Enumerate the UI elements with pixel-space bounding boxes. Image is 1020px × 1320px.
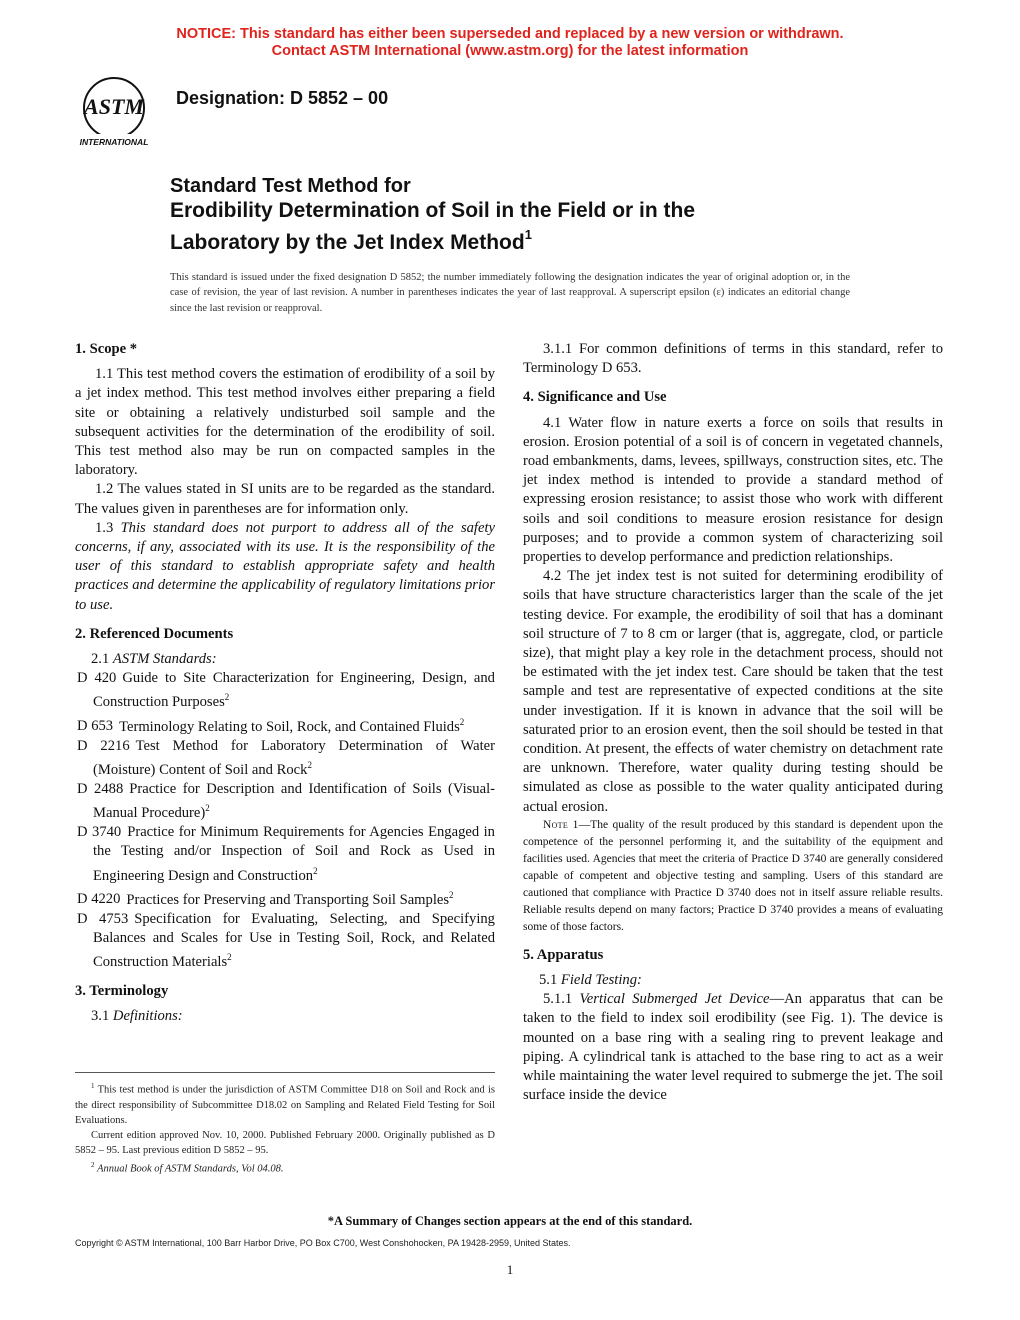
subsection-2-1-number: 2.1 [91,651,110,668]
reference-code: D 4220 [77,891,121,908]
reference-footnote-mark: 2 [313,865,318,876]
paragraph-5-1-1-text: —An apparatus that can be taken to the field to index soil erodibility (see Fig. 1). The device is mounted on a base ring with a sealing ring to prevent leakage and piping. A cylindrical tank is attached to the base ring to act as a weir while maintaining the water level required to submerge the jet. The soil surface inside the device [523,991,943,1104]
copyright: Copyright © ASTM International, 100 Barr Harbor Drive, PO Box C700, West Conshohocken, PA 19428-2959, United States. [75,1238,571,1248]
section-heading-referenced: 2. Referenced Documents [75,625,234,642]
reference-code: D 2488 [77,780,124,797]
reference-title: Practice for Description and Identification of Soils (Visual-Manual Procedure) [93,780,495,821]
reference-code: D 4753 [77,910,129,927]
subsection-5-1-number: 5.1 [539,972,558,989]
reference-title: Specification for Evaluating, Selecting, and Specifying Balances and Scales for Use in Testing Soil, Rock, and Related Construction Materials [93,910,495,970]
notice-line-2: Contact ASTM International (www.astm.org) for the latest information [271,43,749,59]
title-line-1: Standard Test Method for [170,175,411,197]
footnotes [75,1072,495,1176]
reference-title: Practices for Preserving and Transporting Soil Samples [126,891,450,908]
footnote-2-mark: 2 [91,1160,95,1169]
notice-line-1: NOTICE: This standard has either been superseded and replaced by a new version or withdrawn. [176,26,844,42]
summary-of-changes-note: *A Summary of Changes section appears at the end of this standard. [327,1214,693,1228]
reference-code: D 2216 [77,737,130,754]
reference-item [75,886,495,910]
section-heading-terminology: 3. Terminology [75,983,169,1000]
reference-footnote-mark: 2 [205,803,210,814]
reference-item [75,910,495,972]
reference-footnote-mark: 2 [459,716,465,727]
reference-item [75,823,495,885]
reference-item [75,737,495,780]
page-number: 1 [506,1262,514,1277]
reference-footnote-mark: 2 [224,692,230,703]
title-line-2: Erodibility Determination of Soil in the Field or in the [170,199,696,222]
document-title [170,174,930,256]
section-heading-apparatus: 5. Apparatus [523,946,604,963]
astm-logo [66,74,162,150]
subsection-3-1-number: 3.1 [91,1008,110,1025]
title-footnote-mark: 1 [524,227,532,242]
paragraph-1-3-number: 1.3 [95,519,114,536]
reference-title: Practice for Minimum Requirements for Agencies Engaged in the Testing and/or Inspection of Soil and Rock as Used in Engineering Design and Construction [93,824,495,884]
paragraph-1-1: 1.1 This test method covers the estimation of erodibility of a soil by a jet index method. This test method involves either preparing a field site or obtaining a relatively undisturbed soil sample and the subsequent activities for the determination of the erodibility of soil. This test method also may be run on compacted samples in the laboratory. [75,366,495,479]
note-1-text: —The quality of the result produced by this standard is dependent upon the competence of the personnel performing it, and the suitability of the equipment and facilities used. Agencies that meet the criteria of Practice D 3740 are generally considered capable of competent and objective testing and sampling. Users of this standard are cautioned that compliance with Practice D 3740 does not in itself assure reliable results. Reliable results depend on many factors; Practice D 3740 provides a means of evaluating some of those factors. [523,818,943,933]
reference-item [75,669,495,712]
footnote-1b: Current edition approved Nov. 10, 2000. Published February 2000. Originally published as D 5852 – 95. Last previous edition D 5852 – 95. [75,1129,495,1156]
reference-footnote-mark: 2 [227,952,232,963]
paragraph-1-3-text: This standard does not purport to address all of the safety concerns, if any, associated with its use. It is the responsibility of the user of this standard to establish appropriate safety and health practices and determine the applicability of regulatory limitations prior to use. [75,519,495,613]
reference-title: Terminology Relating to Soil, Rock, and Contained Fluids [119,718,460,735]
footnote-2 [75,1158,495,1177]
reference-item [75,713,495,737]
section-heading-significance: 4. Significance and Use [523,389,667,406]
reference-footnote-mark: 2 [307,759,312,770]
footnote-2-text: Annual Book of ASTM Standards, Vol 04.08. [97,1163,284,1174]
section-heading-scope: 1. Scope * [75,341,138,357]
subsection-3-1 [75,1007,495,1026]
paragraph-3-1-1: 3.1.1 For common definitions of terms in this standard, refer to Terminology D 653. [523,341,943,377]
title-line-3: Laboratory by the Jet Index Method [170,231,525,254]
footnote-1-text: This test method is under the jurisdiction of ASTM Committee D18 on Soil and Rock and is the direct responsibility of Subcommittee D18.02 on Sampling and Related Field Testing for Soil Evaluations. [75,1084,496,1126]
note-1-label: Note 1 [543,818,579,831]
left-column [75,340,495,1027]
withdrawal-notice [0,26,1020,60]
paragraph-1-3 [75,519,495,615]
logo-subtext: INTERNATIONAL [79,137,149,147]
reference-list [75,669,495,972]
paragraph-1-2: 1.2 The values stated in SI units are to be regarded as the standard. The values given in parentheses are for information only. [75,481,495,517]
reference-code: D 653 [77,718,114,735]
reference-code: D 420 [77,670,117,687]
subsection-5-1 [523,971,943,990]
designation: Designation: D 5852 – 00 [176,88,389,108]
reference-title: Guide to Site Characterization for Engineering, Design, and Construction Purposes [93,670,495,711]
subsection-5-1-text: Field Testing: [560,972,642,989]
reference-footnote-mark: 2 [449,889,454,900]
paragraph-5-1-1-term: Vertical Submerged Jet Device [579,991,770,1008]
logo-text: ASTM [84,94,144,119]
paragraph-4-2: 4.2 The jet index test is not suited for determining erodibility of soils that have structure characteristics larger than the scale of the jet testing device. For example, the erodibility of soil that has a dominant soil structure of 7 to 8 cm or larger (that is, aggregate, clod, or particle size), that might play a key role in the detachment process, should not be estimated with the jet index test. Care should be taken that the test sample and test are representative of expected conditions at the site under investigation. If it is known in advance that the soil will be saturated prior to an erosion event, then the soil should be tested in that condition. At present, the effects of water chemistry on detachment rate are unknown. Therefore, water quality during testing should be simulated as close as possible to the water quality anticipated during actual erosion. [523,568,943,815]
subsection-2-1 [75,650,495,669]
paragraph-5-1-1 [523,990,943,1105]
subsection-2-1-text: ASTM Standards: [112,651,217,668]
reference-title: Test Method for Laboratory Determination of Water (Moisture) Content of Soil and Rock [93,737,495,778]
issuance-note: This standard is issued under the fixed designation D 5852; the number immediately following the designation indicates the year of original adoption or, in the case of revision, the year of last revision. A number in parentheses indicates the year of last reapproval. A superscript epsilon (ε) indicates an editorial change since the last revision or reapproval. [170,272,850,314]
footnote-1 [75,1079,495,1128]
paragraph-4-1: 4.1 Water flow in nature exerts a force on soils that results in erosion. Erosion potential of a soil is of concern in vegetated channels, road embankments, dams, levees, spillways, construction sites, etc. The jet index method is intended to provide a standard method of expressing erosion resistance; to assist those who work with different soils and soil conditions to measure erosion resistance for design purposes; and to provide a common system of characterizing soil properties to develop performance and prediction relationships. [523,414,943,566]
reference-code: D 3740 [77,824,122,841]
reference-item [75,780,495,823]
subsection-3-1-text: Definitions: [112,1008,183,1025]
paragraph-5-1-1-number: 5.1.1 [543,991,573,1008]
footnote-1-mark: 1 [91,1082,95,1090]
note-1 [523,817,943,936]
right-column [523,340,943,1106]
